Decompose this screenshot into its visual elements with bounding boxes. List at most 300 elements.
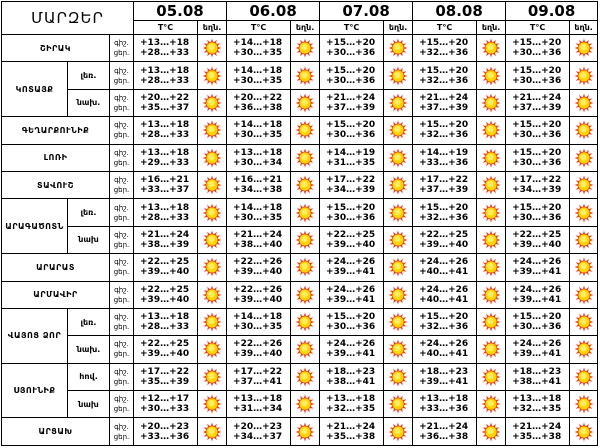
day-temperature: +39…+41 [326,294,376,305]
sun-icon [574,120,594,139]
time-of-day-labels [110,363,134,390]
day-temperature: +37…+39 [512,102,562,113]
night-temperature: +20…+23 [233,421,283,432]
temperature-header: T°C [413,21,477,35]
day-temperature: +34…+39 [512,185,562,196]
region-name: ՎԱՅՈՑ ՁՈՐ [2,308,68,363]
sun-icon [202,229,222,248]
table-row [2,336,598,363]
sun-icon [295,175,315,194]
weather-cell [291,391,320,418]
night-temperature: +15…+20 [512,202,562,213]
night-temperature: +24…+26 [512,284,562,295]
temperature-header: T°C [134,21,198,35]
temperature-cell [134,418,198,446]
weather-cell [198,363,227,390]
sun-icon [388,202,408,221]
day-temperature: +40…+41 [419,294,469,305]
night-temperature: +15…+20 [512,147,562,158]
weather-cell [291,144,320,171]
region-name: ԱՐՑԱԽ [2,418,110,446]
night-temperature: +14…+19 [326,147,376,158]
day-temperature: +32…+36 [419,48,469,59]
sun-icon [481,202,501,221]
table-row [2,171,598,198]
night-temperature: +20…+22 [233,92,283,103]
region-name: ԿՈՏԱՅՔ [2,62,68,117]
night-temperature: +15…+20 [419,65,469,76]
day-temperature: +37…+41 [233,376,283,387]
temperature-cell [413,117,477,144]
weather-cell [477,254,506,281]
night-temperature: +22…+26 [233,339,283,350]
temperature-cell [134,308,198,335]
night-label: գիշ. [114,340,129,349]
sun-icon [574,229,594,248]
sun-icon [202,147,222,166]
temperature-cell [413,254,477,281]
time-of-day-labels [110,62,134,89]
temperature-cell [506,308,570,335]
day-temperature: +30…+36 [326,212,376,223]
temperature-cell [227,308,291,335]
sun-icon [574,257,594,276]
day-temperature: +39…+40 [233,267,283,278]
night-label: գիշ. [114,230,129,239]
day-temperature: +39…+40 [140,267,190,278]
night-temperature: +24…+26 [419,339,469,350]
temperature-cell [506,254,570,281]
time-of-day-labels [110,35,134,62]
day-label: ցեր. [113,405,130,414]
night-temperature: +18…+23 [419,366,469,377]
night-temperature: +21…+24 [140,229,190,240]
day-temperature: +39…+41 [512,294,562,305]
night-temperature: +21…+24 [419,421,469,432]
region-name: ԳԵՂԱՐՔՈՒՆԻՔ [2,117,110,144]
sun-icon [481,366,501,385]
weather-cell [570,363,598,390]
day-label: ցեր. [113,76,130,85]
sun-icon [388,92,408,111]
night-label: գիշ. [114,313,129,322]
region-name: ՍՅՈՒՆԻՔ [2,363,68,418]
weather-header: եղն. [477,21,506,35]
weather-cell [570,89,598,116]
weather-cell [477,62,506,89]
sun-icon [295,92,315,111]
temperature-cell [134,117,198,144]
temperature-cell [506,418,570,446]
regions-header: ՄԱՐԶԵՐ [2,2,134,35]
day-temperature: +30…+36 [512,322,562,333]
day-temperature: +38…+40 [233,239,283,250]
day-label: ցեր. [113,323,130,332]
day-temperature: +28…+33 [140,322,190,333]
sun-icon [574,366,594,385]
table-row [2,89,598,116]
night-temperature: +22…+25 [140,339,190,350]
weather-cell [570,308,598,335]
time-of-day-labels [110,226,134,253]
sun-icon [202,38,222,57]
night-label: գիշ. [114,285,129,294]
day-temperature: +38…+41 [512,376,562,387]
sun-icon [295,312,315,331]
day-temperature: +37…+39 [419,185,469,196]
sun-icon [295,366,315,385]
night-temperature: +21…+24 [512,92,562,103]
zone-name: լեռ. [68,199,110,226]
day-temperature: +35…+38 [512,431,562,442]
time-of-day-labels [110,336,134,363]
temperature-cell [134,144,198,171]
table-row [2,418,598,446]
day-temperature: +34…+38 [233,185,283,196]
zone-name: նախ. [68,89,110,116]
weather-cell [477,35,506,62]
temperature-cell [320,254,384,281]
day-temperature: +39…+41 [512,349,562,360]
day-temperature: +38…+39 [140,239,190,250]
weather-cell [384,117,413,144]
day-label: ցեր. [113,158,130,167]
temperature-cell [227,117,291,144]
weather-cell [291,62,320,89]
day-temperature: +32…+36 [419,75,469,86]
temperature-cell [413,199,477,226]
night-temperature: +17…+22 [140,366,190,377]
table-row [2,226,598,253]
day-label: ցեր. [113,103,130,112]
day-temperature: +39…+40 [419,239,469,250]
temperature-cell [413,391,477,418]
sun-icon [574,175,594,194]
temperature-cell [506,363,570,390]
temperature-cell [320,363,384,390]
weather-cell [198,144,227,171]
night-temperature: +15…+20 [512,38,562,49]
sun-icon [481,229,501,248]
temperature-header: T°C [227,21,291,35]
night-temperature: +17…+22 [512,175,562,186]
temperature-cell [134,199,198,226]
weather-header: եղն. [570,21,598,35]
temperature-cell [134,363,198,390]
weather-cell [198,391,227,418]
weather-cell [198,171,227,198]
night-label: գիշ. [114,39,129,48]
temperature-cell [506,117,570,144]
weather-cell [291,363,320,390]
night-temperature: +13…+18 [140,147,190,158]
region-name: ՇԻՐԱԿ [2,35,110,62]
zone-name: նախ [68,226,110,253]
sun-icon [202,421,222,440]
temperature-cell [227,89,291,116]
weather-cell [477,308,506,335]
day-temperature: +38…+41 [326,376,376,387]
weather-cell [198,89,227,116]
weather-cell [477,226,506,253]
weather-cell [384,226,413,253]
weather-cell [570,199,598,226]
sun-icon [295,202,315,221]
night-label: գիշ. [114,422,129,431]
weather-cell [291,117,320,144]
time-of-day-labels [110,144,134,171]
night-temperature: +15…+20 [419,38,469,49]
night-label: գիշ. [114,395,129,404]
sun-icon [574,394,594,413]
day-temperature: +30…+33 [140,404,190,415]
night-temperature: +14…+19 [419,147,469,158]
day-temperature: +37…+39 [419,102,469,113]
zone-name: լեռ. [68,308,110,335]
day-temperature: +39…+40 [140,349,190,360]
temperature-cell [227,254,291,281]
weather-cell [198,226,227,253]
weather-cell [384,308,413,335]
weather-cell [198,117,227,144]
day-temperature: +30…+35 [233,130,283,141]
temperature-cell [320,226,384,253]
weather-cell [291,171,320,198]
table-row [2,281,598,308]
night-label: գիշ. [114,258,129,267]
table-row [2,363,598,390]
weather-cell [570,418,598,446]
night-temperature: +13…+18 [233,394,283,405]
weather-cell [198,281,227,308]
day-temperature: +31…+35 [326,157,376,168]
night-temperature: +15…+20 [512,312,562,323]
time-of-day-labels [110,117,134,144]
night-temperature: +13…+18 [419,394,469,405]
temperature-cell [227,199,291,226]
sun-icon [295,284,315,303]
night-label: գիշ. [114,203,129,212]
night-label: գիշ. [114,121,129,130]
day-temperature: +30…+36 [326,75,376,86]
night-temperature: +15…+20 [419,120,469,131]
weather-cell [291,308,320,335]
night-temperature: +17…+22 [326,175,376,186]
night-temperature: +13…+18 [326,394,376,405]
weather-cell [291,336,320,363]
day-temperature: +30…+36 [326,322,376,333]
day-temperature: +30…+36 [512,212,562,223]
night-temperature: +22…+25 [326,229,376,240]
day-temperature: +31…+34 [233,404,283,415]
date-header: 09.08 [506,2,598,21]
night-label: գիշ. [114,66,129,75]
temperature-cell [413,281,477,308]
sun-icon [574,312,594,331]
night-temperature: +22…+25 [140,284,190,295]
day-temperature: +35…+38 [326,431,376,442]
temperature-cell [227,363,291,390]
weather-cell [291,35,320,62]
night-temperature: +24…+26 [512,257,562,268]
sun-icon [388,229,408,248]
sun-icon [574,65,594,84]
weather-cell [384,391,413,418]
sun-icon [202,257,222,276]
day-temperature: +28…+33 [140,212,190,223]
day-temperature: +34…+37 [233,431,283,442]
night-temperature: +22…+26 [233,257,283,268]
sun-icon [388,257,408,276]
weather-cell [291,89,320,116]
sun-icon [481,421,501,440]
sun-icon [295,394,315,413]
day-temperature: +30…+36 [512,48,562,59]
weather-cell [384,418,413,446]
temperature-cell [227,226,291,253]
weather-header: եղն. [384,21,413,35]
day-temperature: +36…+38 [419,431,469,442]
day-label: ցեր. [113,350,130,359]
sun-icon [481,65,501,84]
temperature-cell [506,171,570,198]
weather-cell [291,418,320,446]
temperature-cell [134,281,198,308]
sun-icon [202,312,222,331]
sun-icon [481,312,501,331]
time-of-day-labels [110,308,134,335]
day-temperature: +40…+41 [419,267,469,278]
temperature-cell [134,35,198,62]
sun-icon [388,366,408,385]
weather-cell [384,363,413,390]
temperature-cell [413,62,477,89]
temperature-cell [134,171,198,198]
sun-icon [388,147,408,166]
date-header: 06.08 [227,2,320,21]
day-temperature: +32…+35 [326,404,376,415]
temperature-cell [506,391,570,418]
night-temperature: +21…+24 [233,229,283,240]
temperature-cell [413,35,477,62]
night-temperature: +22…+25 [419,229,469,240]
night-temperature: +12…+17 [140,394,190,405]
sun-icon [202,92,222,111]
day-temperature: +30…+35 [233,48,283,59]
day-temperature: +39…+41 [326,349,376,360]
day-temperature: +28…+33 [140,48,190,59]
temperature-cell [506,144,570,171]
day-temperature: +32…+36 [419,212,469,223]
day-temperature: +30…+35 [233,322,283,333]
night-temperature: +14…+18 [233,38,283,49]
weather-cell [198,336,227,363]
night-temperature: +14…+18 [233,120,283,131]
night-temperature: +21…+24 [326,421,376,432]
temperature-cell [320,199,384,226]
night-temperature: +13…+18 [140,120,190,131]
day-label: ցեր. [113,131,130,140]
temperature-cell [413,144,477,171]
sun-icon [202,394,222,413]
sun-icon [202,284,222,303]
night-temperature: +16…+21 [140,175,190,186]
weather-cell [384,62,413,89]
day-temperature: +33…+36 [140,431,190,442]
time-of-day-labels [110,254,134,281]
night-temperature: +13…+18 [140,38,190,49]
time-of-day-labels [110,418,134,446]
time-of-day-labels [110,391,134,418]
table-row [2,308,598,335]
temperature-cell [506,226,570,253]
day-temperature: +33…+37 [140,185,190,196]
temperature-cell [134,254,198,281]
day-temperature: +30…+36 [326,130,376,141]
weather-cell [198,254,227,281]
night-temperature: +15…+20 [512,65,562,76]
day-temperature: +30…+35 [233,75,283,86]
sun-icon [481,120,501,139]
date-header: 08.08 [413,2,506,21]
sun-icon [202,339,222,358]
temperature-cell [134,89,198,116]
day-label: ցեր. [113,49,130,58]
sun-icon [481,175,501,194]
temperature-cell [227,144,291,171]
day-temperature: +33…+36 [419,157,469,168]
day-temperature: +36…+38 [233,102,283,113]
day-temperature: +39…+41 [326,267,376,278]
weather-cell [570,171,598,198]
sun-icon [574,421,594,440]
day-temperature: +39…+40 [512,239,562,250]
weather-cell [384,89,413,116]
weather-cell [198,308,227,335]
day-temperature: +35…+39 [140,376,190,387]
night-temperature: +15…+20 [326,312,376,323]
temperature-header: T°C [506,21,570,35]
day-temperature: +30…+34 [233,157,283,168]
region-name: ԱՐՄԱՎԻՐ [2,281,110,308]
region-name: ՏԱՎՈՒՇ [2,171,110,198]
weather-cell [570,62,598,89]
sun-icon [388,312,408,331]
sun-icon [295,421,315,440]
temperature-cell [413,171,477,198]
time-of-day-labels [110,89,134,116]
temperature-cell [227,281,291,308]
sun-icon [388,421,408,440]
night-temperature: +13…+18 [140,202,190,213]
sun-icon [202,120,222,139]
zone-name: հով. [68,363,110,390]
day-temperature: +29…+33 [140,157,190,168]
temperature-cell [134,336,198,363]
night-temperature: +16…+21 [233,175,283,186]
sun-icon [202,202,222,221]
day-temperature: +30…+36 [512,157,562,168]
day-label: ցեր. [113,432,130,441]
night-temperature: +13…+18 [140,65,190,76]
sun-icon [388,38,408,57]
sun-icon [388,284,408,303]
weather-cell [477,418,506,446]
temperature-cell [320,336,384,363]
temperature-cell [413,336,477,363]
day-label: ցեր. [113,213,130,222]
temperature-cell [227,35,291,62]
